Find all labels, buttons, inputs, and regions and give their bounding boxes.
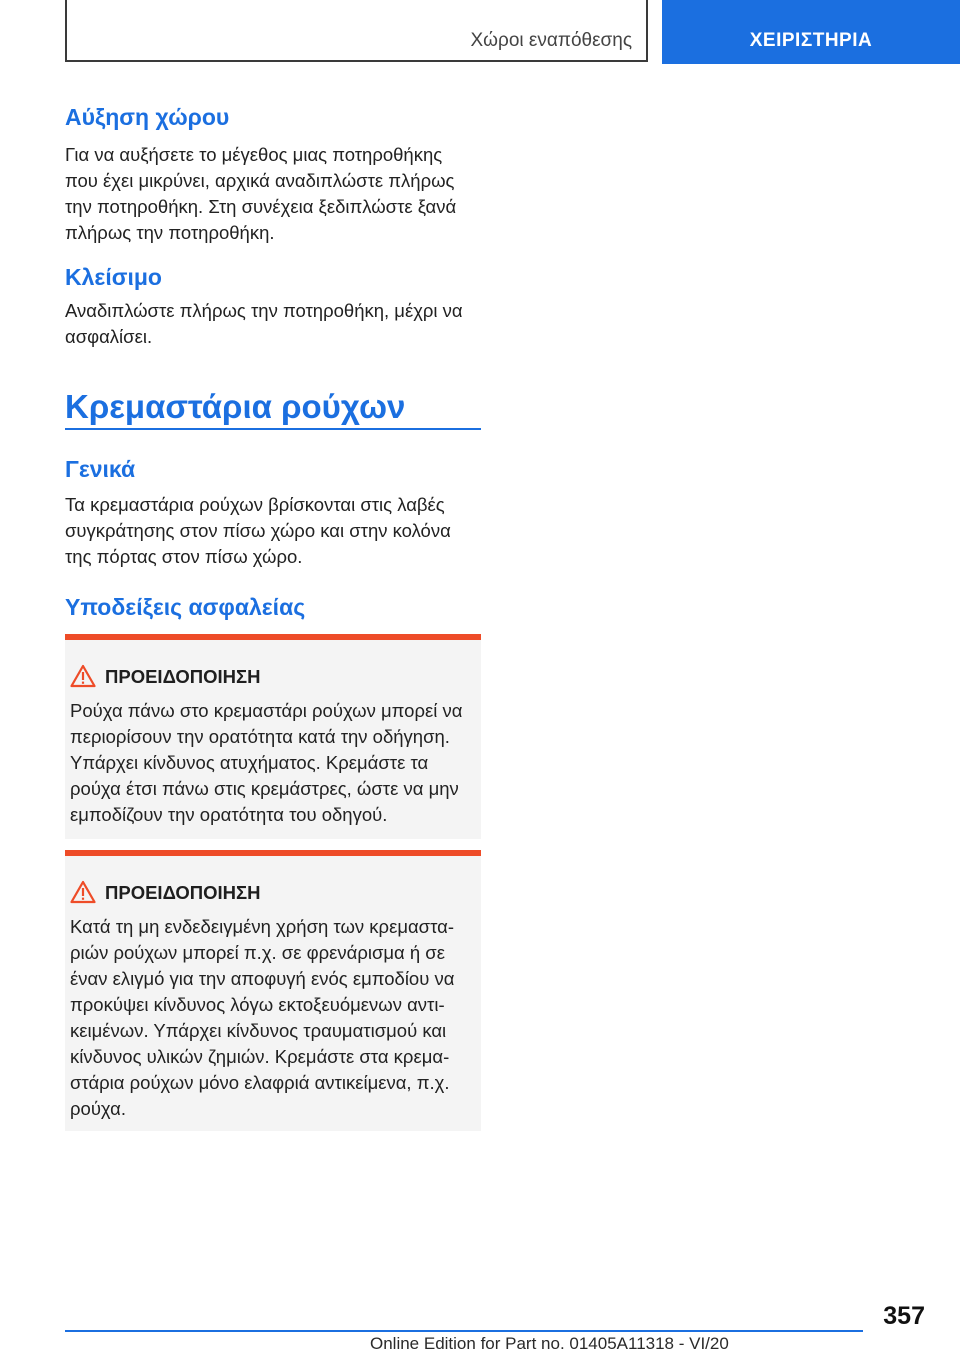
section-title-safety: Υποδείξεις ασφαλείας [65,594,306,620]
warning-title: ΠΡΟΕΙΔΟΠΟΙΗΣΗ [105,882,261,903]
warning-title: ΠΡΟΕΙΔΟΠΟΙΗΣΗ [105,666,261,687]
page-number: 357 [883,1302,925,1330]
header-chapter-title: ΧΕΙΡΙΣΤΗΡΙΑ [749,30,873,51]
section-title-closing: Κλείσιμο [65,264,162,290]
header-section-title: Χώροι εναπόθεσης [470,30,632,51]
warning-triangle-icon [70,880,96,904]
header-section-tab [65,0,648,62]
footer-rule [65,1330,863,1332]
warning-box-1 [65,634,481,839]
warning-text: Κατά τη μη ενδεδειγμένη χρήση των κρεμασταριών ρούχων μπορεί π.χ. σε φρενάρισμα ή σε έναν ελιγμό για την αποφυγή ενός εμποδίου να προκύψει κίνδυνος λόγω εκτοξευόμενων αντικειμένων. Υπάρχει κίνδυνος τραυματισμού και κίνδυνος υλικών ζημιών. Κρεμάστε στα κρεμαστάρια ρούχων μόνο ελαφριά αντικείμενα, π.χ. ρούχα. [70,916,455,1119]
warning-text: Ρούχα πάνω στο κρεμαστάρι ρούχων μπορεί να περιορίσουν την ορατότητα κατά την οδήγηση. Υπάρχει κίνδυνος ατυχήματος. Κρεμάστε τα ρούχα έτσι πάνω στις κρεμάστρες, ώστε να μην εμποδίζουν την ορατότητα του οδηγού. [70,700,463,825]
section-text-general: Τα κρεμαστάρια ρούχων βρίσκονται στις λαβές συγκράτησης στον πίσω χώρο και στην κολόνα της πόρτας στον πίσω χώρο. [65,494,451,567]
chapter-title: Κρεμαστάρια ρούχων [65,388,406,425]
chapter-title-rule [65,428,481,430]
section-text-closing: Αναδιπλώστε πλήρως την ποτηροθήκη, μέχρι να ασφαλίσει. [65,300,463,347]
section-text-increase-space: Για να αυξήσετε το μέγεθος μιας ποτηροθήκης που έχει μικρύνει, αρχικά αναδιπλώστε πλήρως την ποτηροθήκη. Στη συνέχεια ξεδιπλώστε ξανά πλήρως την ποτηροθήκη. [65,144,457,243]
warning-triangle-icon [70,664,96,688]
section-title-general: Γενικά [65,456,136,482]
header-chapter-tab [662,0,960,64]
footer-edition: Online Edition for Part no. 01405A11318 - VI/20 [370,1334,729,1353]
section-title-increase-space: Αύξηση χώρου [65,104,230,130]
warning-box-2 [65,850,481,1131]
